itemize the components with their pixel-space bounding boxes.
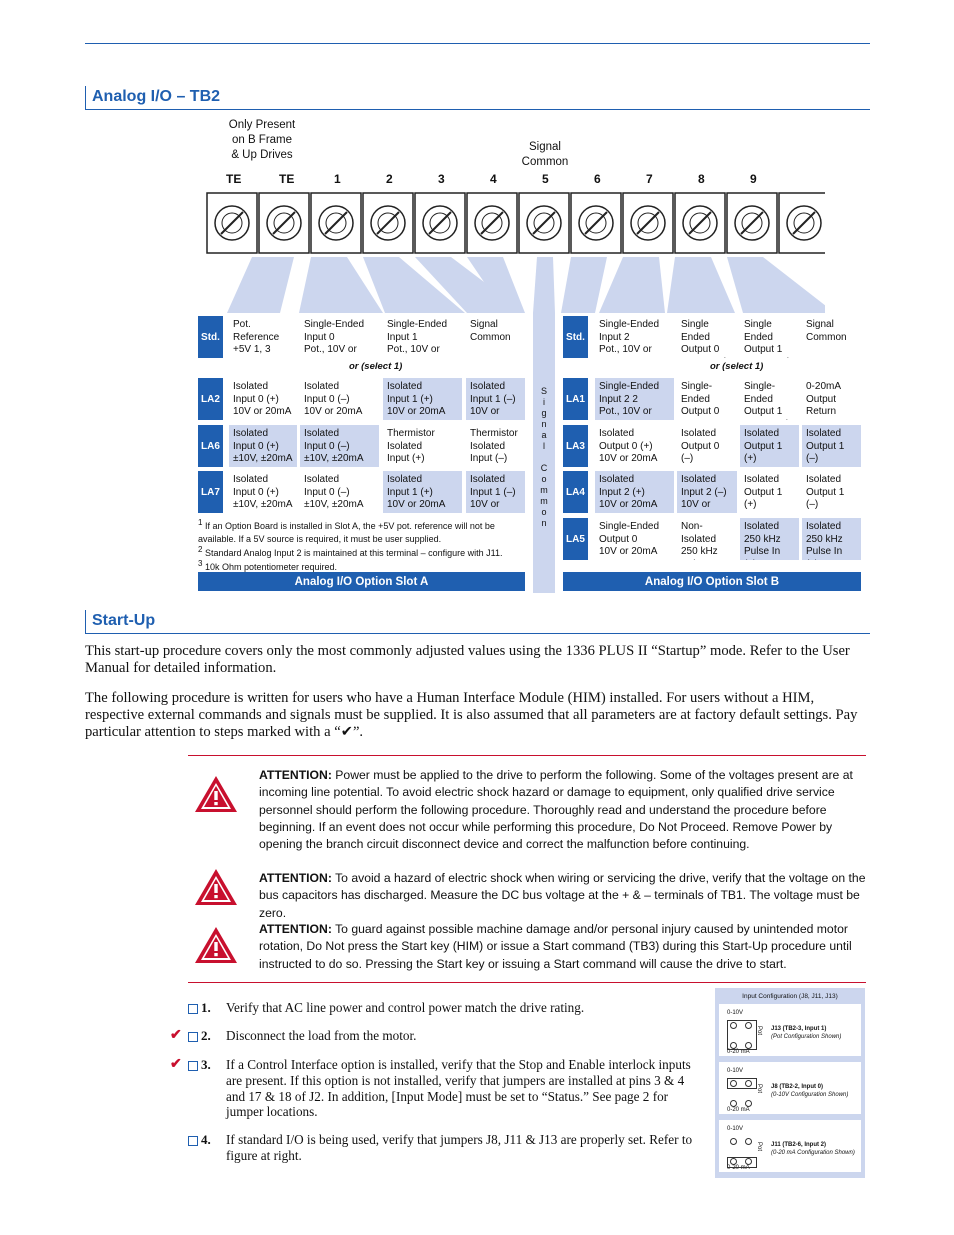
attention-top-rule (188, 755, 866, 756)
jumper-pin (745, 1080, 752, 1087)
table-cell (740, 425, 799, 467)
jumper-top-label: 0-10V (727, 1010, 744, 1016)
table-cell (300, 378, 379, 420)
vertical-letter: S (540, 386, 547, 396)
terminal-label: 7 (646, 172, 653, 186)
cell-line: ±10V, ±20mA (304, 499, 364, 510)
jumper-pin (745, 1042, 752, 1049)
cell-line (806, 512, 857, 514)
cell-line: Input 0 (+) (233, 486, 279, 498)
table-cell (802, 316, 861, 358)
vertical-letter: l (543, 441, 545, 451)
jumper-section (719, 1004, 861, 1056)
footnote-number: 1 (198, 518, 203, 527)
vertical-letter: C (540, 463, 548, 473)
vertical-letter: m (540, 496, 548, 506)
cell-line: Single-Ended (304, 319, 365, 330)
row-label: LA7 (198, 471, 223, 513)
jumper-pin (730, 1100, 737, 1107)
vertical-letter (534, 452, 554, 463)
cell-line: Input 1 (+) (387, 393, 433, 405)
step-3-checkbox[interactable] (188, 1058, 198, 1076)
cell-line: Output 0 (+) (599, 440, 653, 452)
cell-line: Input (–) (470, 453, 508, 464)
cell-line: ±10V, ±20mA (233, 499, 293, 510)
jumper-bottom-label: 0-20 mA (727, 1165, 750, 1171)
cell-line: Output 1 (744, 344, 783, 355)
cell-line: Output 0 (681, 344, 720, 355)
table-cell (383, 378, 462, 420)
cell-line: Input 2 (599, 331, 630, 343)
step-number: 1. (201, 1000, 211, 1015)
slot-b-or-select: or (select 1) (710, 361, 764, 372)
terminal-label: 9 (750, 172, 757, 186)
table-cell (383, 425, 462, 467)
vertical-letter: n (541, 518, 547, 528)
cell-line: Pulse In (744, 546, 781, 557)
attention-label: ATTENTION: (259, 768, 332, 782)
jumper-figure-title: Input Configuration (J8, J11, J13) (742, 993, 838, 1000)
terminal-label: 5 (542, 172, 549, 186)
cell-line: Single-Ended (681, 381, 713, 405)
cell-line (806, 466, 857, 468)
jumper-pin (730, 1158, 737, 1165)
vertical-letter: i (543, 397, 545, 407)
row-label: LA4 (563, 471, 588, 513)
cell-line: 10V or (681, 499, 711, 510)
cell-line: Isolated (233, 381, 269, 392)
cell-line: Input 1 (387, 331, 418, 343)
cell-line: Isolated (744, 521, 780, 532)
cell-line: Output 1 (744, 406, 783, 417)
signal-common-note (510, 140, 580, 170)
cell-line: Input 0 (+) (233, 440, 279, 452)
cell-line: Isolated (681, 474, 717, 485)
jumper-pin (745, 1158, 752, 1165)
cell-line (744, 419, 795, 421)
jumper-section (719, 1062, 861, 1114)
cell-line: 10V or 20mA (387, 406, 446, 417)
cell-line: 10V or 20mA (233, 406, 292, 417)
footnote-text: 10k Ohm potentiometer required. (204, 562, 338, 572)
slot-b-label: Analog I/O Option Slot B (563, 572, 861, 591)
cell-line: Input 0 (–) (304, 486, 350, 498)
cell-line: Output 1 (+) (744, 486, 783, 510)
cell-line: Input 2 (+) (599, 486, 645, 498)
table-cell (466, 471, 525, 513)
cell-line: Isolated (806, 428, 842, 439)
cell-line: Input 1 (–) (470, 393, 516, 405)
cell-line: Output 1 (–) (806, 440, 845, 464)
step-text: If standard I/O is being used, verify that jumpers J8, J11 & J13 are properly set. Refer to figure at right. (226, 1132, 693, 1163)
cell-line: 10V or 20mA (304, 406, 363, 417)
cell-line: Single-Ended (599, 319, 660, 330)
note-line: Common (521, 156, 569, 168)
vertical-letter: n (541, 419, 547, 429)
row-label: LA2 (198, 378, 223, 420)
cell-line: Output 1 (+) (744, 440, 783, 464)
step-text: Verify that AC line power and control power match the drive rating. (226, 1000, 585, 1015)
vertical-letter: a (541, 430, 547, 440)
note-line: Signal (529, 141, 561, 153)
cell-line (744, 466, 795, 468)
jumper-pin (745, 1100, 752, 1107)
cell-line: Input 1 (–) (470, 486, 516, 498)
jumper-top-label: 0-10V (727, 1068, 744, 1074)
jumper-pin (730, 1022, 737, 1029)
note-line: Only Present (228, 119, 296, 131)
cell-line: Signal (806, 319, 834, 330)
jumper-pin (745, 1022, 752, 1029)
cell-line: Common (470, 331, 511, 343)
startup-intro: This start-up procedure covers only the most commonly adjusted values using the 1336 PLUS II “Startup” mode. Refer to the User Manual for detailed information. (85, 643, 850, 676)
jumper-note: (0-10V Configuration Shown) (771, 1092, 849, 1098)
cell-line: 250 kHz (681, 546, 718, 557)
table-cell (229, 316, 297, 358)
table-cell (466, 316, 525, 358)
cell-line: Single-Ended (744, 381, 776, 405)
table-cell (677, 518, 737, 560)
cell-line: Isolated (470, 474, 506, 485)
cell-line: Isolated (470, 381, 506, 392)
table-cell (466, 378, 525, 420)
jumper-bottom-label: 0-20 mA (727, 1107, 750, 1113)
table-cell (383, 316, 462, 358)
attention-text: Power must be applied to the drive to perform the following. Some of the voltages present are at incoming line potential. To avoid electric shock hazard or damage to equipment, only qualified drive service personnel should perform the following procedure. Thoroughly read and understand the procedure before beginning. If an event does not occur while performing this procedure, Do Not Proceed. Remove Power by opening the branch circuit disconnect device and correct the malfunction before continuing. (259, 768, 853, 852)
row-label: LA5 (563, 518, 588, 560)
jumper-pin (730, 1138, 737, 1145)
cell-line: Pot. (233, 319, 251, 330)
terminal-label: 4 (490, 172, 497, 186)
cell-line: ±10V, ±20mA (233, 453, 293, 464)
jumper-note: (0-20 mA Configuration Shown) (771, 1150, 855, 1156)
table-cell (677, 425, 737, 467)
cell-line: Isolated (470, 440, 506, 452)
terminal-label: 8 (698, 172, 705, 186)
cell-line: Output (806, 393, 837, 405)
table-cell (595, 425, 674, 467)
footnote-text: Standard Analog Input 2 is maintained at this terminal – configure with J11. (204, 548, 503, 558)
startup-him-note: The following procedure is written for users who have a Human Interface Module (HIM) installed. For users without a HIM, respective external commands and signals must be supplied. It is also assumed that all parameters are at factory default settings. Pay particular attention to steps marked with a “✔”. (85, 690, 858, 740)
cell-line: Return (806, 406, 837, 417)
step-number: 4. (201, 1132, 211, 1147)
row-label: LA3 (563, 425, 588, 467)
cell-line: Isolated (387, 381, 423, 392)
table-cell (229, 425, 297, 467)
cell-line: 10V or 20mA (599, 499, 658, 510)
cell-line (744, 512, 795, 514)
slot-a-or-select: or (select 1) (349, 361, 403, 372)
warning-triangle-icon (193, 925, 239, 965)
cell-line: Isolated (387, 474, 423, 485)
cell-line: Non-Isolated (681, 521, 717, 545)
cell-line: 250 kHz (744, 533, 781, 545)
analog-io-heading: Analog I/O – TB2 (85, 86, 870, 110)
slot-a-label: Analog I/O Option Slot A (198, 572, 525, 591)
cell-line: Isolated (304, 381, 340, 392)
cell-line: Output 1 (–) (806, 486, 845, 510)
row-label: LA1 (563, 378, 588, 420)
terminal-label: 2 (386, 172, 393, 186)
table-cell (595, 518, 674, 560)
cell-line: Input 2 2 (599, 393, 638, 405)
row-label: Std. (198, 316, 223, 358)
cell-line: Output 0 (–) (681, 440, 720, 464)
cell-line (681, 419, 733, 421)
terminal-label: 1 (334, 172, 341, 186)
cell-line: Isolated (304, 474, 340, 485)
cell-line: ±10V, ±20mA (304, 453, 364, 464)
jumper-name: J8 (TB2-2, Input 0) (771, 1084, 824, 1090)
table-cell (740, 518, 799, 560)
cell-line: Isolated (233, 474, 269, 485)
attention-shock (259, 870, 869, 922)
cell-line: 250 kHz (806, 533, 843, 545)
jumper-name: J13 (TB2-3, Input 1) (771, 1026, 827, 1032)
b-frame-note (222, 118, 302, 163)
jumper-pin (730, 1042, 737, 1049)
jumper-bottom-label: 0-20 mA (727, 1049, 750, 1055)
cell-line (744, 357, 795, 359)
table-cell (466, 425, 525, 467)
cell-line: 10V or (470, 406, 500, 417)
cell-line: Isolated (599, 428, 635, 439)
cell-line: Isolated (387, 440, 423, 452)
step-number: 2. (201, 1028, 211, 1043)
cell-line: Isolated (304, 428, 340, 439)
cell-line: 10V or (470, 499, 500, 510)
footnote-number: 2 (198, 545, 203, 554)
jumper-side-label: Pot (756, 1084, 762, 1094)
cell-line (681, 466, 733, 468)
terminal-label: 3 (438, 172, 445, 186)
cell-line: Signal (470, 319, 498, 330)
step-4-checkbox[interactable] (188, 1133, 198, 1151)
jumper-note: (Pot Configuration Shown) (771, 1034, 842, 1040)
step-2-checkbox[interactable] (188, 1029, 198, 1047)
table-cell (383, 471, 462, 513)
table-cell (677, 316, 737, 358)
attention-text: To avoid a hazard of electric shock when wiring or servicing the drive, verify that the voltage on the bus capacitors has discharged. Measure the DC bus voltage at the + & – terminals of TB1. The voltage must be zero. (259, 871, 866, 920)
terminal-label: TE (279, 172, 295, 186)
jumper-configuration-figure (715, 988, 865, 1178)
startup-heading: Start-Up (85, 610, 870, 634)
jumper-side-label: Pot (756, 1142, 762, 1152)
table-cell (677, 471, 737, 513)
terminal-label: TE (226, 172, 242, 186)
warning-triangle-icon (193, 774, 239, 814)
cell-line: Input 0 (–) (304, 440, 350, 452)
cell-line: Thermistor (470, 428, 518, 439)
table-cell (229, 378, 297, 420)
table-cell (740, 471, 799, 513)
cell-line: Input (+) (387, 453, 425, 464)
attention-text: To guard against possible machine damage and/or personal injury caused by unintended motor rotation, Do Not press the Start key (HIM) or issue a Start command (TB3) during this Start-Up procedure until instructed to do so. Pressing the Start key or issuing a Start command will cause the drive to start. (259, 922, 852, 971)
cell-line: Pot., 10V or (599, 406, 652, 417)
jumper-pin (745, 1138, 752, 1145)
step-1-checkbox[interactable] (188, 1001, 198, 1019)
cell-line (681, 559, 733, 561)
cell-line: Single-Ended (599, 381, 660, 392)
cell-line: Isolated (744, 428, 780, 439)
cell-line: Single Ended (681, 319, 710, 343)
signal-common-vertical (534, 386, 554, 529)
table-cell (595, 316, 674, 358)
cell-line: Single-Ended (599, 521, 660, 532)
jumper-name: J11 (TB2-6, Input 2) (771, 1142, 827, 1148)
table-cell (229, 471, 297, 513)
cell-line: Thermistor (387, 428, 435, 439)
cell-line: Pot., 10V or (304, 344, 357, 355)
table-cell (740, 378, 799, 420)
step-text: Disconnect the load from the motor. (226, 1028, 417, 1043)
vertical-letter: g (541, 408, 547, 418)
table-cell (740, 316, 799, 358)
cell-line: Output 0 (681, 406, 720, 417)
table-cell (802, 425, 861, 467)
footnote-number: 3 (198, 559, 203, 568)
cell-line: Reference (233, 331, 280, 343)
table-cell (300, 425, 379, 467)
cell-line: 10V or 20mA (599, 453, 658, 464)
warning-triangle-icon (193, 867, 239, 907)
attention-bottom-rule (188, 982, 866, 983)
cell-line: Input 0 (304, 331, 335, 343)
attention-power (259, 767, 869, 853)
cell-line: Pulse In (806, 546, 843, 557)
cell-line: Input 2 (–) (681, 486, 727, 498)
table-cell (802, 378, 861, 420)
cell-line: Single-Ended (387, 319, 448, 330)
attention-rotation (259, 921, 869, 973)
terminal-label: 6 (594, 172, 601, 186)
check-mark-icon: ✔ (170, 1055, 182, 1071)
cell-line: Isolated (744, 474, 780, 485)
row-label: LA6 (198, 425, 223, 467)
attention-label: ATTENTION: (259, 871, 332, 885)
cell-line: 0-20mA (806, 381, 842, 392)
table-cell (802, 518, 861, 560)
cell-line: Pot., 10V or (599, 344, 652, 355)
cell-line: Input 1 (+) (387, 486, 433, 498)
note-line: on B Frame (231, 134, 293, 146)
cell-line: 10V or 20mA (387, 499, 446, 510)
cell-line: Pot., 10V or (387, 344, 440, 355)
cell-line: Common (806, 331, 847, 343)
cell-line: Isolated (599, 474, 635, 485)
cell-line: Input 0 (–) (304, 393, 350, 405)
cell-line: +5V 1, 3 (233, 344, 271, 355)
jumper-section (719, 1120, 861, 1172)
cell-line: 10V or 20mA (599, 546, 658, 557)
cell-line: Single Ended (744, 319, 773, 343)
vertical-letter: o (541, 474, 547, 484)
cell-line: Isolated (806, 521, 842, 532)
table-cell (802, 471, 861, 513)
jumper-side-label: Pot (756, 1026, 762, 1036)
cell-line: Input 0 (+) (233, 393, 279, 405)
row-label: Std. (563, 316, 588, 358)
table-cell (595, 471, 674, 513)
footnote-text: If an Option Board is installed in Slot A, the +5V pot. reference will not be available. If a 5V source is required, it must be user supplied. (198, 521, 495, 544)
table-cell (595, 378, 674, 420)
cell-line: Isolated (806, 474, 842, 485)
step-number: 3. (201, 1057, 211, 1072)
vertical-letter: o (541, 507, 547, 517)
cell-line: Isolated (233, 428, 269, 439)
vertical-letter: m (540, 485, 548, 495)
table-cell (677, 378, 737, 420)
note-line: & Up Drives (231, 149, 293, 161)
cell-line (681, 357, 733, 359)
footnote-1 (198, 516, 528, 546)
check-mark-icon: ✔ (170, 1026, 182, 1042)
step-text: If a Control Interface option is installed, verify that the Stop and Enable interlock inputs are present. If this option is not installed, verify that jumpers are installed at pins 3 & 4 and 17 & 18 of J2. In addition, [Input Mode] must be set to “Status.” See page 2 for jumper locations. (226, 1057, 691, 1120)
cell-line: Isolated (681, 428, 717, 439)
jumper-top-label: 0-10V (727, 1126, 744, 1132)
cell-line: Output 0 (599, 533, 638, 545)
jumper-pin (730, 1080, 737, 1087)
table-cell (300, 471, 379, 513)
top-rule (85, 43, 870, 44)
table-cell (300, 316, 379, 358)
attention-label: ATTENTION: (259, 922, 332, 936)
